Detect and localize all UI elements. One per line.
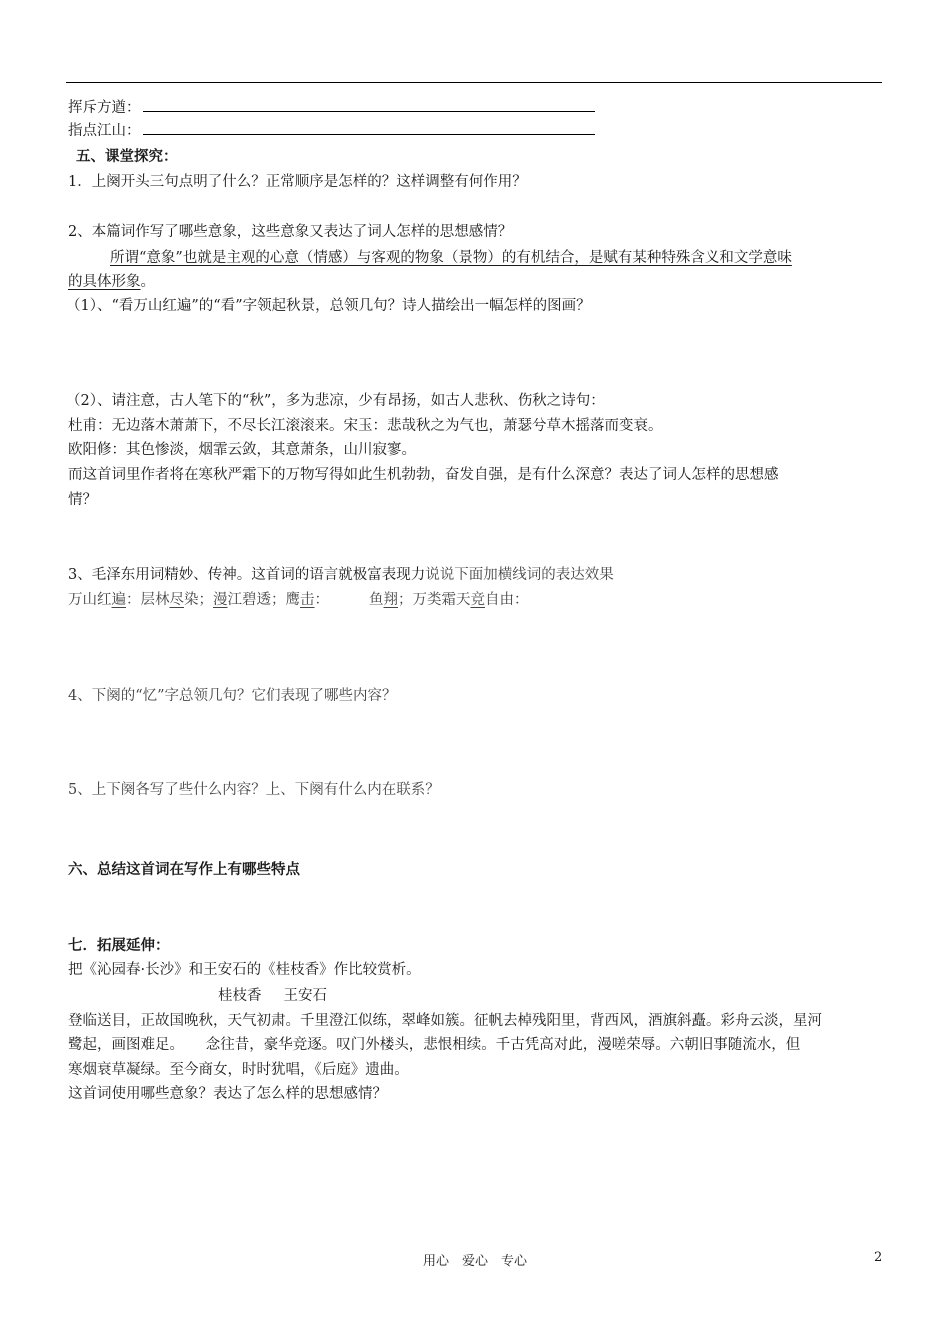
page-footer: 用心 爱心 专心 bbox=[422, 1254, 527, 1269]
word-item-2: 尽染； bbox=[169, 592, 213, 608]
underlined-word: 击 bbox=[300, 592, 315, 608]
poem-line-2: 鹭起，画图难足。 念往昔，豪华竞逐。叹门外楼头，悲恨相续。千古凭高对此，漫嗟荣辱。六朝旧事随流水，但 bbox=[68, 1037, 801, 1053]
blank-line-2 bbox=[68, 121, 595, 141]
underlined-word: 漫 bbox=[213, 592, 228, 608]
poem-line-3: 寒烟衰草凝绿。至今商女，时时犹唱，《后庭》遗曲。 bbox=[68, 1062, 409, 1078]
underlined-word: 竞 bbox=[470, 592, 485, 608]
question-3-words bbox=[68, 590, 529, 610]
page-number: 2 bbox=[874, 1250, 883, 1265]
question-1: 1．上阕开头三句点明了什么？正常顺序是怎样的？这样调整有何作用？ bbox=[68, 174, 527, 190]
word-item-5: 鱼翔；万类霜天 bbox=[369, 592, 471, 608]
blank-label-1: 挥斥方遒： bbox=[68, 100, 141, 116]
poem-heading bbox=[218, 986, 327, 1006]
comparison-intro: 把《沁园春·长沙》和王安石的《桂枝香》作比较赏析。 bbox=[68, 962, 421, 978]
question-2-2b-line-1: 而这首词里作者将在寒秋严霜下的万物写得如此生机勃勃，奋发自强，是有什么深意？表达了词人怎样的思想感 bbox=[68, 467, 779, 483]
quote-du-fu-song-yu: 杜甫：无边落木萧萧下，不尽长江滚滚来。宋玉：悲哉秋之为气也，萧瑟兮草木摇落而变衰。 bbox=[68, 418, 663, 434]
imagery-definition-tail: 的具体形象 bbox=[68, 274, 141, 290]
question-5: 5、上下阕各写了些什么内容？上、下阕有什么内在联系？ bbox=[68, 782, 440, 798]
section-7-title: 七．拓展延伸： bbox=[68, 937, 170, 954]
imagery-definition-line-2 bbox=[68, 272, 155, 292]
poem-question: 这首词使用哪些意象？表达了怎么样的思想感情？ bbox=[68, 1086, 387, 1102]
underlined-word: 尽 bbox=[169, 592, 184, 608]
section-5-title: 五、课堂探究： bbox=[76, 148, 178, 165]
blank-line-1 bbox=[68, 98, 595, 118]
word-item-1: 万山红遍：层林 bbox=[68, 592, 170, 608]
quote-ouyang-xiu: 欧阳修：其色惨淡，烟霏云敛，其意萧条，山川寂寥。 bbox=[68, 442, 416, 458]
header-rule bbox=[66, 82, 882, 83]
underlined-word: 翔 bbox=[383, 592, 398, 608]
poem-author: 王安石 bbox=[283, 988, 327, 1004]
word-item-4: 击： bbox=[300, 592, 329, 608]
answer-blank-2[interactable] bbox=[143, 121, 595, 135]
word-item-3: 漫江碧透；鹰 bbox=[213, 592, 300, 608]
underlined-word: 遍 bbox=[111, 592, 126, 608]
imagery-definition-line-1: 所谓“意象”也就是主观的心意（情感）与客观的物象（景物）的有机结合，是赋有某种特殊含义和文学意味 bbox=[110, 250, 792, 266]
poem-line-1: 登临送目，正故国晚秋，天气初肃。千里澄江似练，翠峰如簇。征帆去棹残阳里，背西风，酒旗斜矗。彩舟云淡，星河 bbox=[68, 1013, 822, 1029]
question-3-main: 3、毛泽东用词精妙、传神。这首词的语言就极富表现力 bbox=[68, 567, 426, 583]
question-3-sub: 说说下面加横线词的表达效果 bbox=[425, 567, 614, 583]
question-2-2: （2）、请注意，古人笔下的“秋”，多为悲凉，少有昂扬，如古人悲秋、伤秋之诗句： bbox=[66, 393, 605, 409]
question-2-1: （1）、“看万山红遍”的“看”字领起秋景，总领几句？诗人描绘出一幅怎样的图画？ bbox=[66, 298, 591, 314]
word-item-6: 竞自由： bbox=[470, 592, 529, 608]
question-2-2b-line-2: 情？ bbox=[68, 492, 97, 508]
blank-label-2: 指点江山： bbox=[68, 123, 141, 139]
question-4: 4、下阕的“忆”字总领几句？它们表现了哪些内容？ bbox=[68, 688, 397, 704]
imagery-definition-end: 。 bbox=[140, 274, 155, 290]
poem-title: 桂枝香 bbox=[218, 988, 262, 1004]
section-6-title: 六、总结这首词在写作上有哪些特点 bbox=[68, 861, 300, 878]
question-3 bbox=[68, 565, 614, 585]
answer-blank-1[interactable] bbox=[143, 98, 595, 112]
question-2: 2、本篇词作写了哪些意象，这些意象又表达了词人怎样的思想感情？ bbox=[68, 224, 513, 240]
